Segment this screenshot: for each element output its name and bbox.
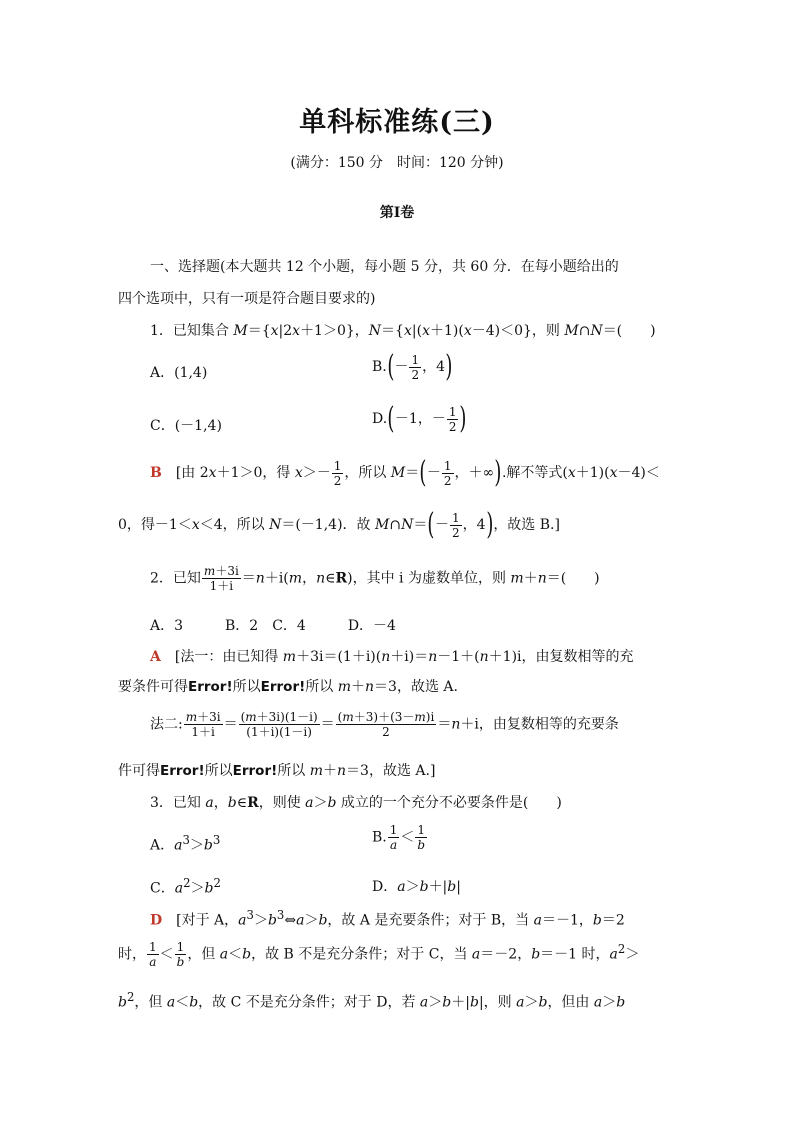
q3-solution-line-3: $b^2$，但 a＜b，故 C 不是充分条件；对于 D，若 a＞b＋|b|，则 a＞b，但由 a＞b: [118, 990, 626, 1011]
q3-option-b: B. $\frac{1}{a}$ ＜ $\frac{1}{b}$: [372, 823, 426, 852]
q3-option-d: D．a＞b＋|b|: [372, 879, 461, 895]
q2-options: A．3 B．2 C．4 D．－4: [150, 618, 396, 634]
section-title: 第Ⅰ卷: [379, 205, 415, 221]
page-title: 单科标准练(三): [299, 107, 495, 138]
q2-solution-line-3: 法二: $\frac{m+3i}{1+i}$ ＝ $\frac{(m+3i)(1-i)}{(1+i)(1-i)}$ ＝ $\frac{(m+3)+(3-m)i}{2}$ ＝n＋i，由复数相等的充要条: [150, 710, 619, 739]
q1-solution-line-1: B [由 2x＋1＞0，得 x＞－ $\frac{1}{2}$ ，所以 M＝(－ $\frac{1}{2}$ ，＋∞).解不等式(x＋1)(x－4)＜: [150, 455, 660, 490]
q1-option-c: C．(－1,4): [150, 418, 222, 434]
q1-stem: 1．已知集合 M＝{x|2x＋1＞0}，N＝{x|(x＋1)(x－4)＜0}，则 M∩N＝( ): [150, 323, 656, 339]
q1-answer-letter: B: [150, 465, 162, 481]
q1-option-b: B.(－ $\frac{1}{2}$ ，4): [372, 349, 453, 384]
error-text: Error!: [188, 679, 233, 695]
q3-solution-line-1: D [对于 A，$a^3>b^3\Leftrightarrow a>b$，故 A 是充要条件；对于 B，当 a＝－1，b＝2: [150, 908, 625, 929]
q3-option-c: C．$a^2>b^2$: [150, 876, 221, 897]
q2-solution-line-2: 要条件可得Error!所以Error!所以 m＋n＝3，故选 A.: [118, 679, 458, 695]
q3-answer-letter: D: [150, 912, 163, 929]
error-text: Error!: [160, 763, 205, 779]
q2-solution-line-1: A [法一：由已知得 m＋3i＝(1＋i)(n＋i)＝n－1＋(n＋1)i，由复数相等的充: [150, 649, 634, 665]
intro-line-2: 四个选项中，只有一项是符合题目要求的): [118, 291, 376, 307]
q3-stem: 3．已知 a，b∈R，则使 a＞b 成立的一个充分不必要条件是( ): [150, 795, 562, 811]
q1-solution-line-2: 0，得－1＜x＜4，所以 N＝(－1,4)．故 M∩N＝(－ $\frac{1}{2}$ ，4)，故选 B.]: [118, 507, 560, 542]
q3-solution-line-2: 时， $\frac{1}{a}$ ＜ $\frac{1}{b}$ ，但 a＜b，故 B 不是充分条件；对于 C，当 a＝－2，b＝－1 时，$a^2>$: [118, 940, 640, 969]
intro-line-1: 一、选择题(本大题共 12 个小题，每小题 5 分，共 60 分．在每小题给出的: [150, 259, 619, 275]
q2-solution-line-4: 件可得Error!所以Error!所以 m＋n＝3，故选 A.]: [118, 763, 436, 779]
q1-option-a: A．(1,4): [150, 365, 208, 381]
q3-option-a: A．$a^3>b^3$: [150, 833, 221, 854]
q1-option-d: D.(－1，－ $\frac{1}{2}$ ): [372, 401, 467, 436]
error-text: Error!: [260, 679, 306, 695]
exam-info: (满分：150 分 时间：120 分钟): [290, 155, 504, 171]
q2-stem: 2．已知 $\frac{m+3i}{1+i}$ ＝n＋i(m，n∈R)，其中 i 为虚数单位，则 m＋n＝( ): [150, 564, 600, 593]
q2-answer-letter: A: [150, 649, 161, 665]
error-text: Error!: [232, 763, 278, 779]
